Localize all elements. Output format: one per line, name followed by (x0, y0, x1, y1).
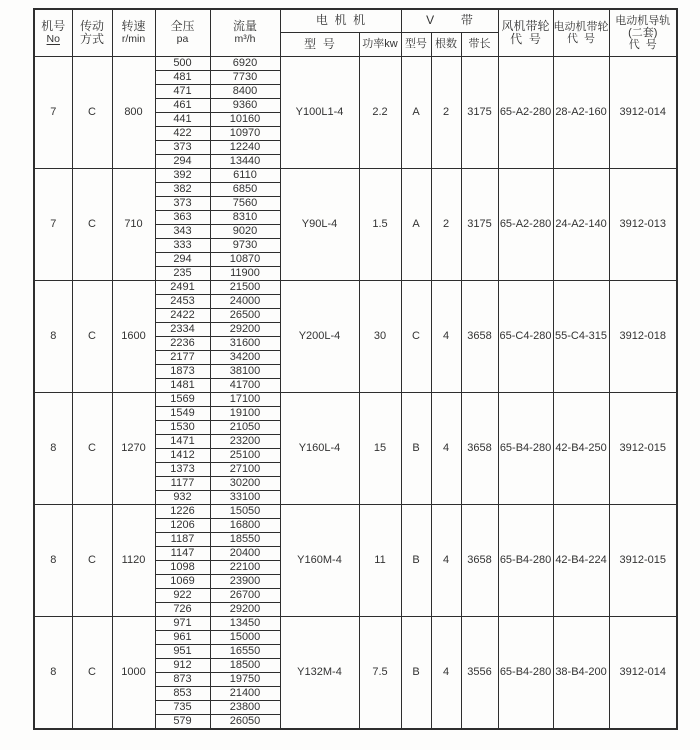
col-header-rail (609, 9, 677, 57)
cell-speed: 800 (112, 57, 155, 169)
cell-flow: 8400 (210, 85, 280, 99)
cell-pressure: 235 (155, 267, 210, 281)
cell-flow: 16800 (210, 519, 280, 533)
cell-motor-model: Y132M-4 (280, 617, 359, 730)
cell-flow: 31600 (210, 337, 280, 351)
cell-pressure: 853 (155, 687, 210, 701)
cell-fan-pulley: 65-B4-280 (498, 393, 553, 505)
header-fan-pulley-line2: 代 号 (510, 32, 541, 46)
cell-pressure: 2334 (155, 323, 210, 337)
cell-pressure: 382 (155, 183, 210, 197)
cell-flow: 6110 (210, 169, 280, 183)
cell-flow: 13450 (210, 617, 280, 631)
cell-no: 8 (34, 505, 72, 617)
cell-flow: 7730 (210, 71, 280, 85)
cell-flow: 18550 (210, 533, 280, 547)
cell-no: 8 (34, 393, 72, 505)
cell-motor-pulley: 38-B4-200 (553, 617, 609, 730)
cell-pressure: 2491 (155, 281, 210, 295)
cell-belt-type: B (401, 617, 431, 730)
cell-flow: 26050 (210, 715, 280, 730)
cell-motor-pulley: 42-B4-224 (553, 505, 609, 617)
cell-flow: 22100 (210, 561, 280, 575)
cell-pressure: 294 (155, 253, 210, 267)
spec-row (34, 617, 677, 631)
cell-motor-pulley: 28-A2-160 (553, 57, 609, 169)
cell-motor-model: Y160L-4 (280, 393, 359, 505)
cell-pressure: 1549 (155, 407, 210, 421)
cell-motor-power: 7.5 (359, 617, 401, 730)
cell-flow: 18500 (210, 659, 280, 673)
cell-pressure: 2453 (155, 295, 210, 309)
header-fan-pulley-line1: 风机带轮 (501, 18, 550, 33)
cell-pressure: 1569 (155, 393, 210, 407)
cell-pressure: 912 (155, 659, 210, 673)
cell-belt-count: 2 (431, 57, 461, 169)
cell-pressure: 735 (155, 701, 210, 715)
col-header-fan-pulley (498, 9, 553, 57)
cell-pressure: 951 (155, 645, 210, 659)
cell-motor-model: Y100L1-4 (280, 57, 359, 169)
cell-belt-length: 3658 (461, 505, 498, 617)
cell-flow: 9360 (210, 99, 280, 113)
cell-belt-count: 2 (431, 169, 461, 281)
cell-pressure: 441 (155, 113, 210, 127)
col-header-drive (72, 9, 112, 57)
cell-pressure: 961 (155, 631, 210, 645)
cell-motor-model: Y160M-4 (280, 505, 359, 617)
header-rail-line3: 代 号 (628, 39, 657, 52)
cell-pressure: 481 (155, 71, 210, 85)
cell-flow: 16550 (210, 645, 280, 659)
cell-pressure: 373 (155, 141, 210, 155)
cell-flow: 21500 (210, 281, 280, 295)
cell-pressure: 1873 (155, 365, 210, 379)
cell-flow: 12240 (210, 141, 280, 155)
cell-flow: 23800 (210, 701, 280, 715)
cell-flow: 34200 (210, 351, 280, 365)
cell-pressure: 922 (155, 589, 210, 603)
col-header-belt-count: 根数 (431, 33, 461, 57)
cell-flow: 24000 (210, 295, 280, 309)
header-pressure-unit: pa (176, 32, 189, 45)
cell-belt-count: 4 (431, 393, 461, 505)
cell-fan-pulley: 65-A2-280 (498, 169, 553, 281)
cell-rail: 3912-014 (609, 617, 677, 730)
cell-pressure: 333 (155, 239, 210, 253)
cell-motor-power: 11 (359, 505, 401, 617)
cell-rail: 3912-013 (609, 169, 677, 281)
cell-motor-model: Y90L-4 (280, 169, 359, 281)
cell-pressure: 1069 (155, 575, 210, 589)
spec-row (34, 169, 677, 183)
header-drive-line2: 方式 (79, 32, 104, 46)
cell-pressure: 1098 (155, 561, 210, 575)
cell-pressure: 2177 (155, 351, 210, 365)
cell-pressure: 579 (155, 715, 210, 730)
cell-fan-pulley: 65-B4-280 (498, 617, 553, 730)
cell-no: 7 (34, 169, 72, 281)
cell-flow: 10160 (210, 113, 280, 127)
cell-flow: 23900 (210, 575, 280, 589)
cell-belt-type: B (401, 393, 431, 505)
cell-motor-pulley: 24-A2-140 (553, 169, 609, 281)
cell-motor-power: 2.2 (359, 57, 401, 169)
cell-speed: 1270 (112, 393, 155, 505)
cell-rail: 3912-014 (609, 57, 677, 169)
cell-pressure: 373 (155, 197, 210, 211)
cell-pressure: 500 (155, 57, 210, 71)
cell-speed: 1600 (112, 281, 155, 393)
cell-flow: 8310 (210, 211, 280, 225)
cell-flow: 11900 (210, 267, 280, 281)
col-header-belt-model: 型号 (401, 33, 431, 57)
cell-drive: C (72, 281, 112, 393)
cell-flow: 9730 (210, 239, 280, 253)
header-rail-line2: (二套) (628, 26, 658, 39)
cell-pressure: 971 (155, 617, 210, 631)
header-flow-cn: 流量 (232, 19, 257, 34)
cell-pressure: 294 (155, 155, 210, 169)
cell-flow: 7560 (210, 197, 280, 211)
header-no-cn: 机号 (41, 19, 66, 34)
cell-flow: 30200 (210, 477, 280, 491)
col-header-motor-group: 电 机 机 (280, 9, 401, 33)
cell-no: 7 (34, 57, 72, 169)
cell-speed: 1000 (112, 617, 155, 730)
cell-flow: 15000 (210, 631, 280, 645)
cell-belt-count: 4 (431, 505, 461, 617)
header-motor-pulley-line2: 代 号 (566, 33, 596, 45)
header-flow-unit: m³/h (234, 32, 256, 45)
cell-flow: 19750 (210, 673, 280, 687)
cell-belt-type: A (401, 57, 431, 169)
cell-pressure: 1481 (155, 379, 210, 393)
cell-rail: 3912-015 (609, 505, 677, 617)
cell-motor-model: Y200L-4 (280, 281, 359, 393)
cell-pressure: 1373 (155, 463, 210, 477)
cell-flow: 17100 (210, 393, 280, 407)
cell-drive: C (72, 505, 112, 617)
cell-flow: 13440 (210, 155, 280, 169)
cell-drive: C (72, 393, 112, 505)
cell-flow: 10870 (210, 253, 280, 267)
cell-flow: 19100 (210, 407, 280, 421)
cell-flow: 9020 (210, 225, 280, 239)
cell-drive: C (72, 57, 112, 169)
cell-pressure: 1206 (155, 519, 210, 533)
header-row-groups (34, 9, 677, 33)
cell-belt-type: A (401, 169, 431, 281)
cell-flow: 26500 (210, 309, 280, 323)
cell-rail: 3912-015 (609, 393, 677, 505)
cell-flow: 27100 (210, 463, 280, 477)
cell-flow: 29200 (210, 603, 280, 617)
col-header-motor-power: 功率kw (359, 33, 401, 57)
header-speed-unit: r/min (121, 32, 146, 45)
cell-pressure: 2236 (155, 337, 210, 351)
col-header-vbelt-group: V 带 (401, 9, 498, 33)
cell-drive: C (72, 169, 112, 281)
header-speed-cn: 转速 (121, 19, 146, 34)
cell-pressure: 461 (155, 99, 210, 113)
cell-flow: 6920 (210, 57, 280, 71)
cell-motor-pulley: 42-B4-250 (553, 393, 609, 505)
cell-belt-count: 4 (431, 281, 461, 393)
cell-pressure: 1226 (155, 505, 210, 519)
cell-flow: 26700 (210, 589, 280, 603)
cell-belt-length: 3175 (461, 169, 498, 281)
table-body (34, 57, 677, 730)
cell-motor-pulley: 55-C4-315 (553, 281, 609, 393)
cell-fan-pulley: 65-C4-280 (498, 281, 553, 393)
col-header-pressure (155, 9, 210, 57)
spec-row (34, 57, 677, 71)
cell-flow: 41700 (210, 379, 280, 393)
spec-row (34, 281, 677, 295)
cell-flow: 15050 (210, 505, 280, 519)
spec-row (34, 393, 677, 407)
cell-pressure: 471 (155, 85, 210, 99)
cell-pressure: 392 (155, 169, 210, 183)
cell-belt-length: 3658 (461, 281, 498, 393)
fan-spec-table (33, 8, 678, 730)
cell-speed: 1120 (112, 505, 155, 617)
cell-flow: 21400 (210, 687, 280, 701)
cell-no: 8 (34, 281, 72, 393)
spec-row (34, 505, 677, 519)
cell-belt-length: 3175 (461, 57, 498, 169)
header-motor-pulley-line1: 电动机带轮 (553, 20, 609, 33)
cell-pressure: 1147 (155, 547, 210, 561)
cell-motor-power: 30 (359, 281, 401, 393)
cell-belt-length: 3658 (461, 393, 498, 505)
header-no-en: No (46, 32, 60, 45)
cell-pressure: 1412 (155, 449, 210, 463)
cell-pressure: 1187 (155, 533, 210, 547)
cell-flow: 23200 (210, 435, 280, 449)
cell-flow: 38100 (210, 365, 280, 379)
cell-flow: 20400 (210, 547, 280, 561)
cell-fan-pulley: 65-A2-280 (498, 57, 553, 169)
cell-flow: 25100 (210, 449, 280, 463)
col-header-speed (112, 9, 155, 57)
cell-pressure: 873 (155, 673, 210, 687)
cell-belt-type: B (401, 505, 431, 617)
cell-speed: 710 (112, 169, 155, 281)
col-header-flow (210, 9, 280, 57)
col-header-no (34, 9, 72, 57)
table-header (34, 9, 677, 57)
cell-pressure: 343 (155, 225, 210, 239)
col-header-motor-model: 型 号 (280, 33, 359, 57)
cell-pressure: 363 (155, 211, 210, 225)
cell-rail: 3912-018 (609, 281, 677, 393)
header-drive-line1: 传动 (79, 18, 104, 33)
cell-drive: C (72, 617, 112, 730)
cell-motor-power: 15 (359, 393, 401, 505)
col-header-motor-pulley (553, 9, 609, 57)
cell-flow: 33100 (210, 491, 280, 505)
cell-pressure: 726 (155, 603, 210, 617)
cell-pressure: 932 (155, 491, 210, 505)
cell-pressure: 1177 (155, 477, 210, 491)
cell-pressure: 2422 (155, 309, 210, 323)
cell-flow: 21050 (210, 421, 280, 435)
col-header-belt-length: 带长 (461, 33, 498, 57)
header-rail-line1: 电动机导轨 (615, 14, 671, 27)
cell-flow: 10970 (210, 127, 280, 141)
cell-flow: 6850 (210, 183, 280, 197)
header-pressure-cn: 全压 (170, 19, 195, 34)
cell-pressure: 422 (155, 127, 210, 141)
cell-no: 8 (34, 617, 72, 730)
cell-belt-type: C (401, 281, 431, 393)
cell-belt-length: 3556 (461, 617, 498, 730)
cell-pressure: 1530 (155, 421, 210, 435)
cell-fan-pulley: 65-B4-280 (498, 505, 553, 617)
cell-pressure: 1471 (155, 435, 210, 449)
cell-motor-power: 1.5 (359, 169, 401, 281)
cell-belt-count: 4 (431, 617, 461, 730)
cell-flow: 29200 (210, 323, 280, 337)
